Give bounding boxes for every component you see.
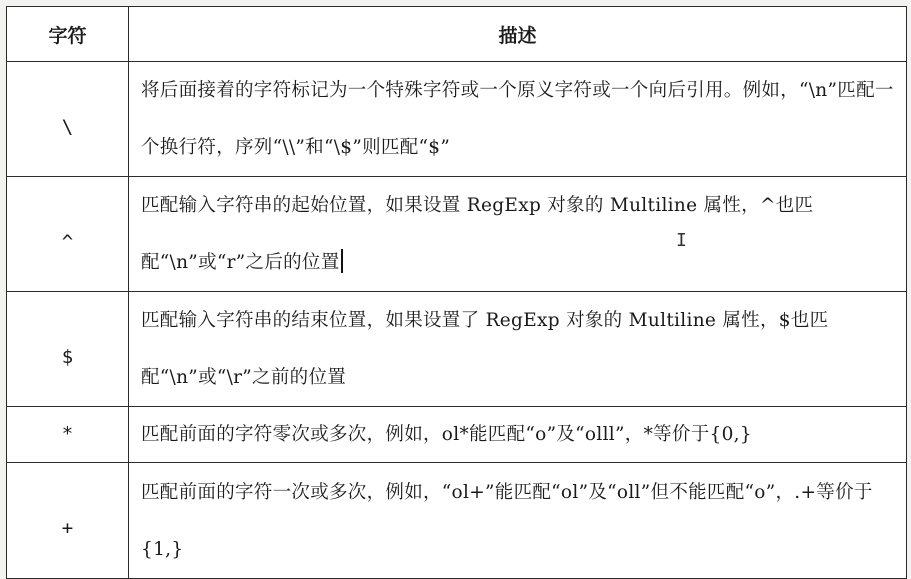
table-row (7, 463, 907, 579)
row-char-backslash: \ (7, 62, 129, 177)
table-row (7, 177, 907, 292)
row-desc-plus: 匹配前面的字符一次或多次，例如，“ol+”能匹配“ol”及“oll”但不能匹配“o”，.+等价于{1,} (129, 463, 907, 579)
table-row (7, 62, 907, 177)
header-description: 描述 (129, 7, 907, 62)
row-char-dollar: $ (7, 292, 129, 407)
table-row (7, 407, 907, 463)
header-char: 字符 (7, 7, 129, 62)
row-char-asterisk: * (7, 407, 129, 463)
table-header-row (7, 7, 907, 62)
table-row (7, 292, 907, 407)
row-desc-caret-text: 匹配输入字符串的起始位置，如果设置 RegExp 对象的 Multiline 属性，^也匹配“\n”或“r”之后的位置 (141, 195, 814, 273)
row-char-plus: + (7, 463, 129, 579)
row-desc-backslash: 将后面接着的字符标记为一个特殊字符或一个原义字符或一个向后引用。例如，“\n”匹配一个换行符，序列“\\”和“\$”则匹配“$” (129, 62, 907, 177)
row-desc-asterisk: 匹配前面的字符零次或多次，例如，ol*能匹配“o”及“olll”，*等价于{0,} (129, 407, 907, 463)
regex-characters-table (6, 6, 907, 579)
ibeam-cursor-icon: I (676, 230, 687, 251)
row-desc-dollar: 匹配输入字符串的结束位置，如果设置了 RegExp 对象的 Multiline 属性，$也匹配“\n”或“\r”之前的位置 (129, 292, 907, 407)
row-char-caret: ^ (7, 177, 129, 292)
text-cursor (341, 249, 343, 273)
row-desc-caret[interactable] (129, 177, 907, 292)
